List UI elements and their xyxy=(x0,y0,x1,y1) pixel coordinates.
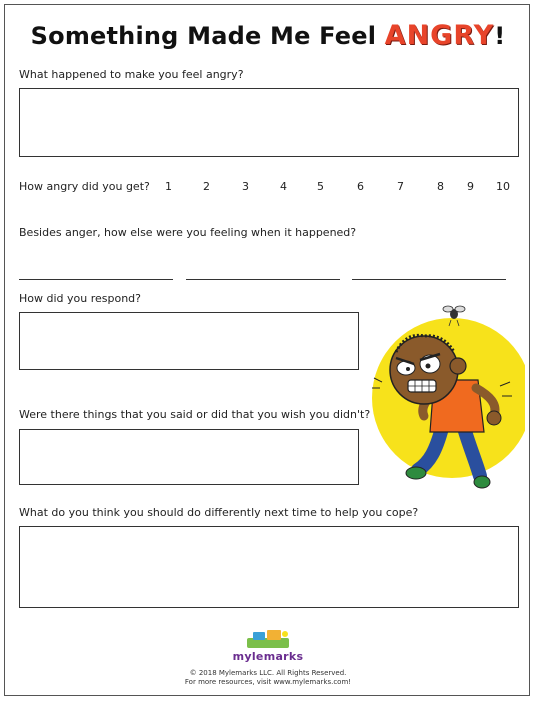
angry-kid-illustration xyxy=(360,300,525,495)
scale-1[interactable]: 1 xyxy=(165,180,172,193)
worksheet-title xyxy=(0,20,536,51)
footer-logo-text: mylemarks xyxy=(232,650,304,663)
scale-2[interactable]: 2 xyxy=(203,180,210,193)
scale-4[interactable]: 4 xyxy=(280,180,287,193)
scale-6[interactable]: 6 xyxy=(357,180,364,193)
question-what-happened: What happened to make you feel angry? xyxy=(19,68,244,81)
feeling-line-2[interactable] xyxy=(186,279,340,280)
scale-10[interactable]: 10 xyxy=(496,180,510,193)
scale-7[interactable]: 7 xyxy=(397,180,404,193)
scale-9[interactable]: 9 xyxy=(467,180,474,193)
question-how-angry: How angry did you get? xyxy=(19,180,150,193)
answer-box-do-differently[interactable] xyxy=(19,526,519,608)
footer-copyright: © 2018 Mylemarks LLC. All Rights Reserved. xyxy=(189,669,347,677)
answer-box-regrets[interactable] xyxy=(19,429,359,485)
feeling-line-3[interactable] xyxy=(352,279,506,280)
question-how-respond: How did you respond? xyxy=(19,292,142,305)
question-regrets: Were there things that you said or did that you wish you didn't? xyxy=(19,408,371,421)
mylemarks-logo-icon xyxy=(243,628,293,650)
question-do-differently: What do you think you should do differently next time to help you cope? xyxy=(19,506,419,519)
scale-5[interactable]: 5 xyxy=(317,180,324,193)
scale-3[interactable]: 3 xyxy=(242,180,249,193)
title-prefix: Something Made Me Feel xyxy=(30,22,385,50)
scale-8[interactable]: 8 xyxy=(437,180,444,193)
title-suffix: ! xyxy=(494,22,506,50)
footer-resources: For more resources, visit www.mylemarks.com! xyxy=(184,678,352,686)
feeling-line-1[interactable] xyxy=(19,279,173,280)
question-other-feelings: Besides anger, how else were you feeling when it happened? xyxy=(19,226,357,239)
answer-box-how-respond[interactable] xyxy=(19,312,359,370)
title-emphasis: ANGRY xyxy=(384,20,495,51)
answer-box-what-happened[interactable] xyxy=(19,88,519,157)
